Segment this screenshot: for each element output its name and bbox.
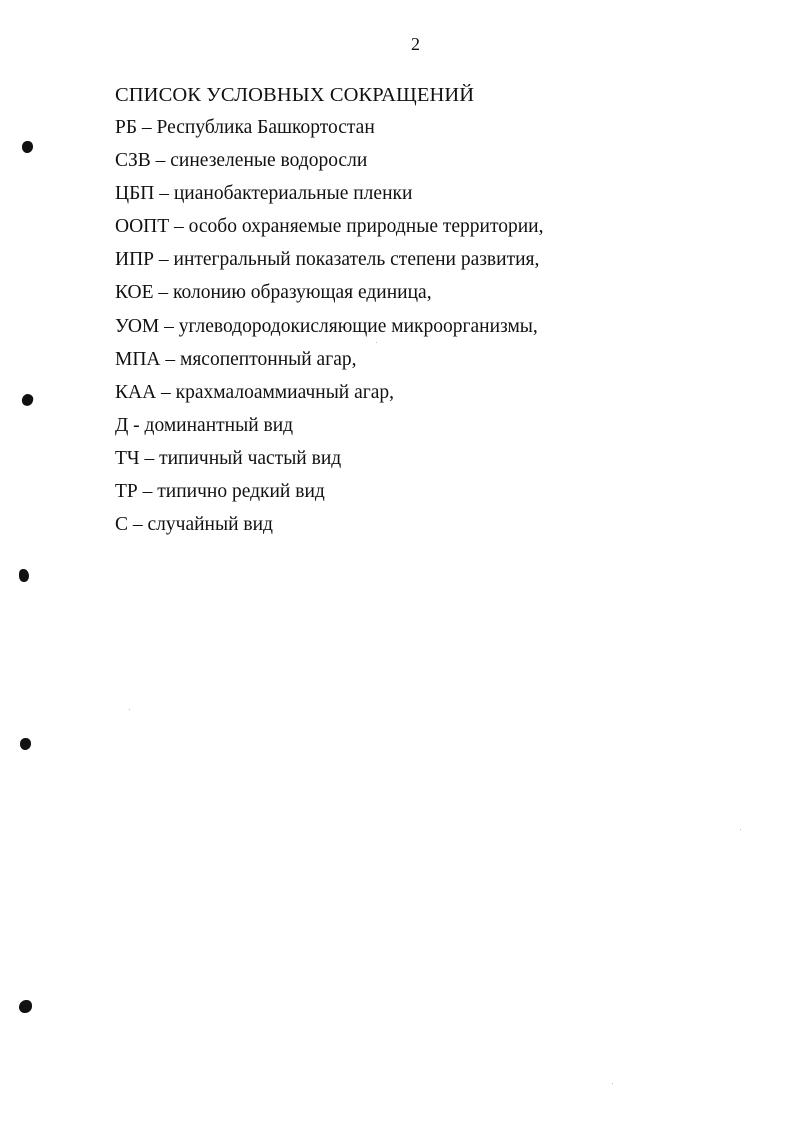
abbreviation-item: ТЧ – типичный частый вид <box>115 447 342 469</box>
scan-speck <box>612 1083 613 1084</box>
abbreviation-item: Д - доминантный вид <box>115 414 294 436</box>
abbreviation-item: СЗВ – синезеленые водоросли <box>115 150 368 172</box>
abbreviation-item: УОМ – углеводородокисляющие микроорганизмы, <box>115 315 538 337</box>
punch-hole-mark <box>20 738 31 750</box>
scan-speck <box>376 342 377 343</box>
page-title: СПИСОК УСЛОВНЫХ СОКРАЩЕНИЙ <box>115 84 475 106</box>
scan-speck <box>740 829 741 830</box>
abbreviation-item: С – случайный вид <box>115 514 273 536</box>
abbreviation-list <box>115 116 543 546</box>
abbreviation-item: КОЕ – колонию образующая единица, <box>115 282 432 304</box>
abbreviation-item: РБ – Республика Башкортостан <box>115 117 375 138</box>
punch-hole-mark <box>22 141 33 153</box>
abbreviation-item: ЦБП – цианобактериальные пленки <box>115 183 413 205</box>
abbreviation-item: ООПТ – особо охраняемые природные территории, <box>115 216 544 238</box>
punch-hole-mark <box>20 392 34 407</box>
page-number: 2 <box>411 34 420 54</box>
abbreviation-item: КАА – крахмалоаммиачный агар, <box>115 381 395 403</box>
abbreviation-item: ТР – типично редкий вид <box>115 481 325 503</box>
abbreviation-item: МПА – мясопептонный агар, <box>115 348 357 370</box>
punch-hole-mark <box>19 1000 32 1013</box>
abbreviation-item: ИПР – интегральный показатель степени развития, <box>115 249 540 271</box>
scan-speck <box>129 709 130 710</box>
punch-hole-mark <box>19 569 29 582</box>
